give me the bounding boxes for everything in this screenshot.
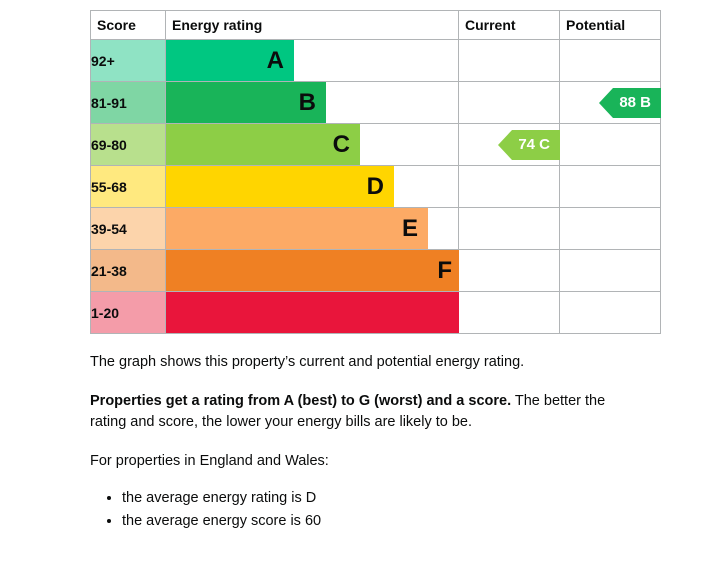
potential-cell-c bbox=[560, 124, 661, 166]
bar-letter-e: E bbox=[166, 208, 428, 249]
potential-rating-arrow bbox=[599, 88, 661, 118]
score-band-b: 81-91 bbox=[91, 82, 166, 124]
bar-letter-a: A bbox=[166, 40, 294, 81]
potential-cell-e bbox=[560, 208, 661, 250]
potential-cell-d bbox=[560, 166, 661, 208]
bar-cell-b bbox=[166, 82, 459, 124]
bar-letter-b: B bbox=[166, 82, 326, 123]
bar-cell-d bbox=[166, 166, 459, 208]
arrow-head-icon bbox=[599, 88, 613, 118]
header-potential: Potential bbox=[560, 11, 661, 40]
header-current: Current bbox=[459, 11, 560, 40]
bar-letter-c: C bbox=[166, 124, 360, 165]
table-row bbox=[91, 250, 661, 292]
potential-cell-a bbox=[560, 40, 661, 82]
bar-cell-f bbox=[166, 250, 459, 292]
score-band-e: 39-54 bbox=[91, 208, 166, 250]
table-row bbox=[91, 208, 661, 250]
current-rating-value: 74 C bbox=[512, 130, 560, 160]
table-row bbox=[91, 292, 661, 334]
potential-cell-g bbox=[560, 292, 661, 334]
current-cell-a bbox=[459, 40, 560, 82]
table-row bbox=[91, 124, 661, 166]
potential-rating-value: 88 B bbox=[613, 88, 661, 118]
score-band-c: 69-80 bbox=[91, 124, 166, 166]
current-cell-d bbox=[459, 166, 560, 208]
potential-cell-f bbox=[560, 250, 661, 292]
current-cell-e bbox=[459, 208, 560, 250]
list-item: • the average energy score is 60 bbox=[122, 511, 620, 532]
current-rating-arrow bbox=[498, 130, 560, 160]
bar-letter-f: F bbox=[166, 250, 462, 291]
rating-explanation-bold: Properties get a rating from A (best) to G (worst) and a score. bbox=[90, 393, 512, 410]
arrow-head-icon bbox=[498, 130, 512, 160]
potential-cell-b bbox=[560, 82, 661, 124]
score-band-d: 55-68 bbox=[91, 166, 166, 208]
explanatory-text bbox=[90, 352, 620, 534]
score-band-a: 92+ bbox=[91, 40, 166, 82]
table-header-row bbox=[91, 11, 661, 40]
score-band-g: 1-20 bbox=[91, 292, 166, 334]
table-row bbox=[91, 166, 661, 208]
bar-cell-c bbox=[166, 124, 459, 166]
current-cell-g bbox=[459, 292, 560, 334]
header-energy-rating: Energy rating bbox=[166, 11, 459, 40]
bar-cell-g bbox=[166, 292, 459, 334]
rating-explanation-rest: The better the rating and score, the lower your energy bills are likely to be. bbox=[90, 393, 606, 431]
table-row bbox=[91, 40, 661, 82]
region-intro: For properties in England and Wales: bbox=[90, 453, 329, 470]
energy-rating-table bbox=[90, 10, 661, 334]
bar-letter-d: D bbox=[166, 166, 394, 207]
header-score: Score bbox=[91, 11, 166, 40]
intro-paragraph: The graph shows this property’s current and potential energy rating. bbox=[90, 354, 525, 370]
bar-letter-g bbox=[166, 292, 496, 333]
averages-list bbox=[90, 488, 620, 532]
bar-cell-e bbox=[166, 208, 459, 250]
bar-cell-a bbox=[166, 40, 459, 82]
current-cell-c bbox=[459, 124, 560, 166]
current-cell-f bbox=[459, 250, 560, 292]
current-cell-b bbox=[459, 82, 560, 124]
table-row bbox=[91, 82, 661, 124]
rating-explanation bbox=[90, 391, 620, 433]
epc-graph bbox=[90, 10, 651, 334]
score-band-f: 21-38 bbox=[91, 250, 166, 292]
list-item: • the average energy rating is D bbox=[122, 488, 620, 509]
